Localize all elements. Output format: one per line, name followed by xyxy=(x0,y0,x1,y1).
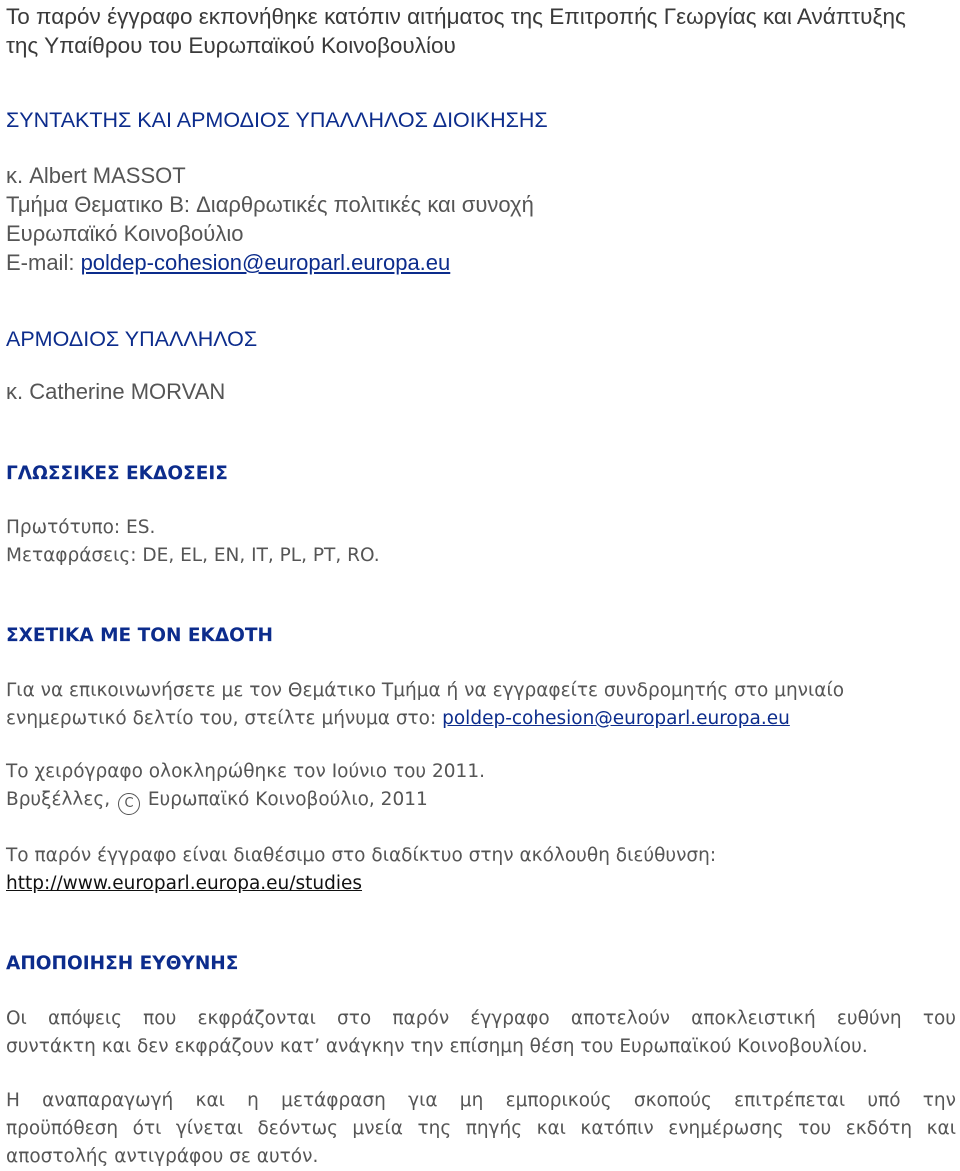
author-section xyxy=(6,106,956,134)
publisher-dates xyxy=(6,758,956,815)
disclaimer-paragraph-1 xyxy=(6,1005,956,1061)
official-details xyxy=(6,378,956,406)
intro-paragraph xyxy=(6,2,956,60)
author-institution: Ευρωπαϊκό Κοινοβούλιο xyxy=(6,221,244,246)
author-name: κ. Albert MASSOT xyxy=(6,163,186,188)
contact-line: Για να επικοινωνήσετε με τον Θεμάτικο Τμήμα ή να εγγραφείτε συνδρομητής στο μηνιαίο xyxy=(6,680,845,701)
official-section xyxy=(6,325,956,353)
translations: Μεταφράσεις: DE, EL, EN, IT, PL, PT, RO. xyxy=(6,545,380,566)
author-heading: ΣΥΝΤΑΚΤΗΣ ΚΑΙ ΑΡΜΟΔΙΟΣ ΥΠΑΛΛΗΛΟΣ ΔΙΟΙΚΗΣΗΣ xyxy=(6,108,548,132)
online-url-line xyxy=(6,870,956,898)
author-details xyxy=(6,161,956,277)
author-department: Τμήμα Θεματικο B: Διαρθρωτικές πολιτικές και συνοχή xyxy=(6,192,534,217)
contact-line xyxy=(6,705,956,733)
copyright-suffix: Ευρωπαϊκό Κοινοβούλιο, 2011 xyxy=(141,789,428,810)
publisher-section xyxy=(6,622,956,650)
disclaimer-section xyxy=(6,950,956,978)
publisher-contact xyxy=(6,677,956,733)
intro-line: της Υπαίθρου του Ευρωπαϊκού Κοινοβουλίου xyxy=(6,33,456,58)
original-language: Πρωτότυπο: ES. xyxy=(6,517,156,538)
disclaimer-line: συντάκτη και δεν εκφράζουν κατ’ ανάγκην την επίσημη θέση του Ευρωπαϊκού Κοινοβουλίου. xyxy=(6,1036,868,1057)
contact-email-link[interactable]: poldep-cohesion@europarl.europa.eu xyxy=(442,708,790,729)
intro-line: Το παρόν έγγραφο εκπονήθηκε κατόπιν αιτήματος της Επιτροπής Γεωργίας και Ανάπτυξης xyxy=(6,4,906,29)
copyright-icon: C xyxy=(118,793,140,815)
languages-heading: ΓΛΩΣΣΙΚΕΣ ΕΚΔΟΣΕΙΣ xyxy=(6,463,228,484)
completed-date: Το χειρόγραφο ολοκληρώθηκε τον Ιούνιο του 2011. xyxy=(6,761,485,782)
disclaimer-line: Η αναπαραγωγή και η μετάφραση για μη εμπορικούς σκοπούς επιτρέπεται υπό την xyxy=(6,1090,956,1111)
disclaimer-line: προϋπόθεση ότι γίνεται δεόντως μνεία της πηγής και κατόπιν ενημέρωσης του εκδότη και xyxy=(6,1118,956,1139)
copyright-prefix: Βρυξέλλες, xyxy=(6,789,116,810)
languages-section xyxy=(6,460,956,488)
disclaimer-line: Οι απόψεις που εκφράζονται στο παρόν έγγραφο αποτελούν αποκλειστική ευθύνη του xyxy=(6,1008,956,1029)
email-label: E-mail: xyxy=(6,250,81,275)
official-heading: ΑΡΜΟΔΙΟΣ ΥΠΑΛΛΗΛΟΣ xyxy=(6,327,258,351)
author-email-line xyxy=(6,248,956,277)
copyright-line xyxy=(6,786,956,815)
official-name: κ. Catherine MORVAN xyxy=(6,379,226,404)
publisher-online xyxy=(6,842,956,898)
disclaimer-paragraph-2 xyxy=(6,1087,956,1171)
publisher-heading: ΣΧΕΤΙΚΑ ΜΕ ΤΟΝ ΕΚΔΟΤΗ xyxy=(6,625,274,646)
disclaimer-heading: ΑΠΟΠΟΙΗΣΗ ΕΥΘΥΝΗΣ xyxy=(6,953,239,974)
author-email-link[interactable]: poldep-cohesion@europarl.europa.eu xyxy=(80,250,451,275)
contact-text: ενημερωτικό δελτίο του, στείλτε μήνυμα στο: xyxy=(6,708,443,729)
online-text: Το παρόν έγγραφο είναι διαθέσιμο στο διαδίκτυο στην ακόλουθη διεύθυνση: xyxy=(6,845,717,866)
online-url-link[interactable]: http://www.europarl.europa.eu/studies xyxy=(6,873,363,894)
disclaimer-line: αποστολής αντιγράφου σε αυτόν. xyxy=(6,1146,319,1167)
languages-details xyxy=(6,514,956,570)
